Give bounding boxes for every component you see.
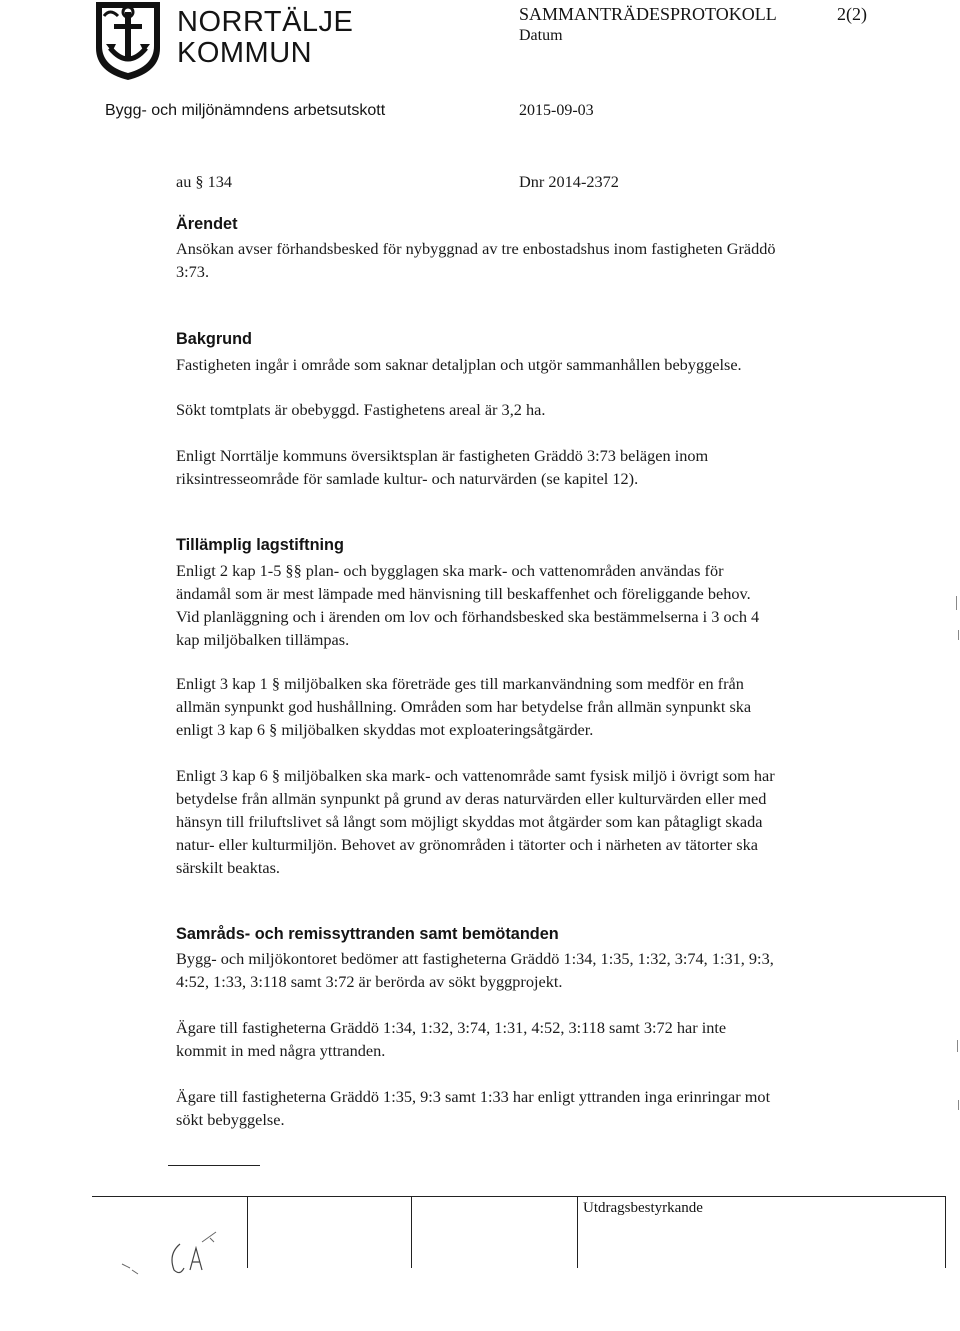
text-line: Ägare till fastigheterna Gräddö 1:35, 9:3 samt 1:33 har enligt yttranden inga erinringar mot [176, 1087, 771, 1106]
page-number: 2(2) [837, 4, 867, 24]
org-name-line1: NORRTÄLJE [177, 6, 354, 38]
text-line: kommit in med några yttranden. [176, 1041, 386, 1060]
scan-edge-mark [958, 630, 959, 640]
separator-line [168, 1165, 260, 1166]
text-line: Enligt 2 kap 1-5 §§ plan- och bygglagen ska mark- och vattenområden användas för [176, 561, 724, 580]
text-line: natur- eller kulturmiljön. Behovet av grönområden i tätorter och i närheten av tätorter ska [176, 835, 758, 854]
text-line: Vid planläggning och i ärenden om lov och förhandsbesked ska bestämmelserna i 3 och 4 [176, 607, 760, 626]
text-line: Bygg- och miljökontoret bedömer att fastigheterna Gräddö 1:34, 1:35, 1:32, 3:74, 1:31, 9:3, [176, 949, 774, 968]
case-number: Dnr 2014-2372 [519, 172, 619, 191]
text-line: allmän synpunkt god hushållning. Områden som har betydelse från allmän synpunkt ska [176, 697, 752, 716]
text-line: enligt 3 kap 6 § miljöbalken skyddas mot exploateringsåtgärder. [176, 720, 594, 739]
text-line: betydelse från allmän synpunkt på grund av deras naturvärden eller kulturvärden eller med [176, 789, 767, 808]
committee-name: Bygg- och miljönämndens arbetsutskott [105, 102, 386, 119]
signature-cell-divider [247, 1196, 248, 1268]
text-line: riksintresseområde för samlade kultur- och naturvärden (se kapitel 12). [176, 469, 639, 488]
date-label: Datum [519, 27, 563, 44]
municipality-logo [92, 0, 164, 82]
text-line: Enligt 3 kap 6 § miljöbalken ska mark- och vattenområde samt fysisk miljö i övrigt som har [176, 766, 775, 785]
text-line: kap miljöbalken tillämpas. [176, 630, 350, 649]
text-line: Ansökan avser förhandsbesked för nybyggnad av tre enbostadshus inom fastigheten Gräddö [176, 239, 776, 258]
footer-top-rule [92, 1196, 946, 1197]
samrad-paragraph-2 [176, 1016, 896, 1062]
org-name-line2: KOMMUN [177, 37, 313, 69]
bakgrund-paragraph-1 [176, 353, 896, 376]
document-type: SAMMANTRÄDESPROTOKOLL [519, 4, 777, 24]
certification-label: Utdragsbestyrkande [583, 1200, 703, 1216]
text-line: Ägare till fastigheterna Gräddö 1:34, 1:32, 3:74, 1:31, 4:52, 3:118 samt 3:72 har inte [176, 1018, 727, 1037]
bakgrund-paragraph-3 [176, 444, 896, 490]
lagstiftning-paragraph-3 [176, 764, 896, 879]
lagstiftning-paragraph-1 [176, 559, 896, 651]
text-line: Enligt Norrtälje kommuns översiktsplan är fastigheten Gräddö 3:73 belägen inom [176, 446, 709, 465]
text-line: särskilt beaktas. [176, 858, 280, 877]
text-line: hänsyn till friluftslivet så långt som möjligt skyddas mot åtgärder som kan påtagligt skada [176, 812, 763, 831]
section-heading-samrad: Samråds- och remissyttranden samt bemötanden [176, 925, 559, 943]
lagstiftning-paragraph-2 [176, 672, 896, 741]
text-line: Sökt tomtplats är obebyggd. Fastighetens areal är 3,2 ha. [176, 400, 546, 419]
samrad-paragraph-3 [176, 1085, 896, 1131]
arendet-text [176, 237, 896, 283]
signature-cell-divider [411, 1196, 412, 1268]
text-line: ändamål som är mest lämpade med hänvisning till beskaffenhet och föreliggande behov. [176, 584, 751, 603]
scan-edge-mark [957, 1040, 958, 1052]
samrad-paragraph-1 [176, 947, 896, 993]
text-line: Fastigheten ingår i område som saknar detaljplan och utgör sammanhållen bebyggelse. [176, 355, 742, 374]
text-line: sökt bebyggelse. [176, 1110, 285, 1129]
section-heading-arendet: Ärendet [176, 215, 238, 233]
bakgrund-paragraph-2 [176, 398, 896, 421]
text-line: 3:73. [176, 262, 210, 281]
anchor-crest-icon [92, 0, 164, 82]
signature-cell-divider [945, 1196, 946, 1268]
scan-edge-mark [956, 596, 957, 610]
meeting-date: 2015-09-03 [519, 102, 594, 119]
text-line: 4:52, 1:33, 3:118 samt 3:72 är berörda av sökt byggprojekt. [176, 972, 563, 991]
handwritten-initials [118, 1230, 238, 1280]
scan-edge-mark [958, 1100, 959, 1110]
signature-cell-divider [577, 1196, 578, 1268]
paragraph-reference: au § 134 [176, 172, 233, 191]
section-heading-lagstiftning: Tillämplig lagstiftning [176, 536, 344, 554]
text-line: Enligt 3 kap 1 § miljöbalken ska företräde ges till markanvändning som medför en från [176, 674, 744, 693]
section-heading-bakgrund: Bakgrund [176, 330, 252, 348]
